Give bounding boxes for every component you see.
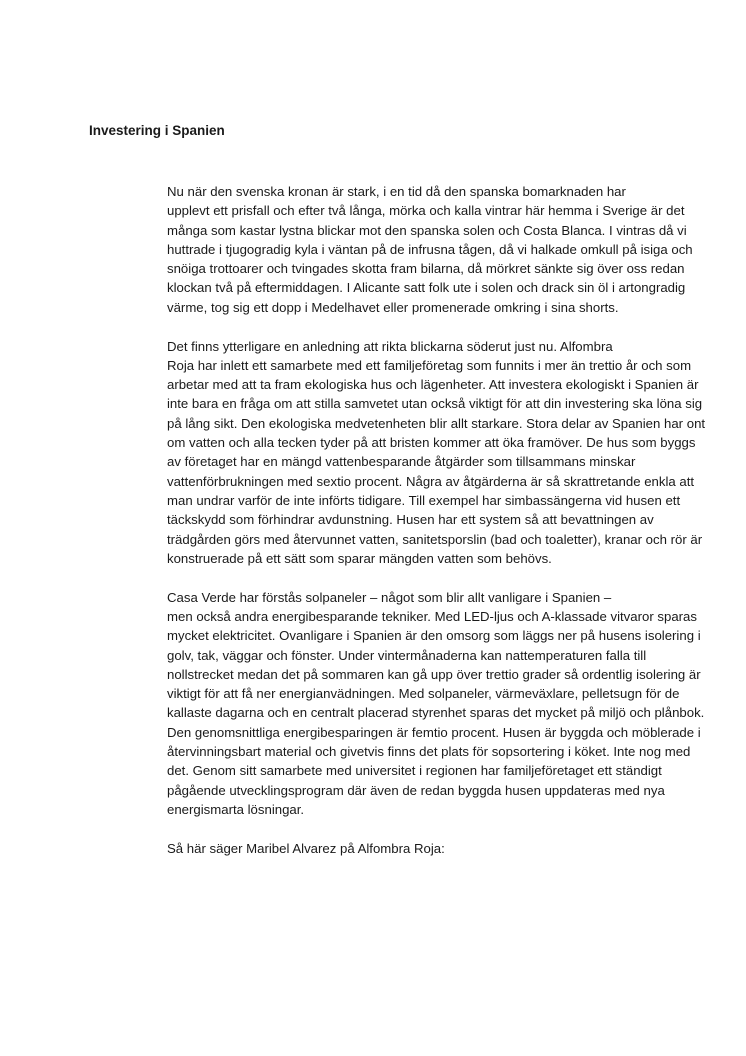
text-line: det. Genom sitt samarbete med universitet i regionen har familjeföretaget ett ständigt [167,763,662,779]
text-line: golv, tak, väggar och fönster. Under vintermånaderna kan nattemperaturen falla till [167,647,647,663]
text-line: Den genomsnittliga energibesparingen är femtio procent. Husen är byggda och möblerade i [167,724,701,740]
text-line: om vatten och alla tecken tyder på att bristen kommer att öka framöver. De hus som byggs [167,435,696,451]
text-line: Roja har inlett ett samarbete med ett familjeföretag som funnits i mer än trettio år och som [167,357,692,373]
text-line: klockan två på eftermiddagen. I Alicante satt folk ute i solen och drack sin öl i artongradig [167,280,686,296]
paragraph-1 [89,182,693,317]
text-line: många som kastar lystna blickar mot den spanska solen och Costa Blanca. I vintras då vi [167,222,687,238]
text-line: värme, tog sig ett dopp i Medelhavet eller promenerade omkring i sina shorts. [167,299,619,315]
document-body [89,182,706,878]
text-line: täckskydd som förhindrar avdunstning. Husen har ett system så att bevattningen av [167,512,654,528]
paragraph-4 [89,839,655,858]
text-line: nollstrecket medan det på sommaren kan gå upp över trettio grader så ordentlig isolering är [167,666,701,682]
document-title: Investering i Spanien [89,123,225,138]
text-line: av företaget har en mängd vattenbesparande åtgärder som tillsammans minskar [167,454,636,470]
text-line: upplevt ett prisfall och efter två långa, mörka och kalla vintrar här hemma i Sverige är det [167,203,685,219]
paragraph-3 [89,588,705,820]
text-line: Det finns ytterligare en anledning att rikta blickarna söderut just nu. Alfombra [167,338,613,354]
text-line: inte bara en fråga om att stilla samvetet utan också viktigt för att din investering ska löna sig [167,396,703,412]
text-line: snöiga trottoarer och tvingades skotta fram bilarna, då mörkret sänkte sig över oss redan [167,261,685,277]
text-line: kallaste dagarna och en centralt placerad styrenhet sparas det mycket på miljö och plånbok. [167,705,705,721]
text-line: återvinningsbart material och givetvis finns det plats för sopsortering i köket. Inte nog med [167,744,691,760]
text-line: på lång sikt. Den ekologiska medvetenheten blir allt starkare. Stora delar av Spanien har ont [167,415,706,431]
text-line: huttrade i tjugogradig kyla i väntan på de infrusna tågen, då vi halkade omkull på isiga och [167,241,693,257]
text-line: Casa Verde har förstås solpaneler – något som blir allt vanligare i Spanien – [167,589,612,605]
text-line: Så här säger Maribel Alvarez på Alfombra Roja: [167,840,445,856]
text-line: mycket elektricitet. Ovanligare i Spanien är den omsorg som läggs ner på husens isolering i [167,628,701,644]
text-line: Nu när den svenska kronan är stark, i en tid då den spanska bomarknaden har [167,184,626,199]
paragraph-2 [89,337,706,569]
text-line: arbetar med att ta fram ekologiska hus och lägenheter. Att investera ekologiskt i Spanien är [167,377,699,393]
text-line: pågående utvecklingsprogram där även de redan byggda husen uppdateras med nya [167,782,665,798]
text-line: viktigt för att få ner energianvädningen. Med solpaneler, värmeväxlare, pelletsugn för de [167,686,680,702]
text-line: trädgården görs med återvunnet vatten, sanitetsporslin (bad och toaletter), kranar och rör är [167,531,703,547]
text-line: man undrar varför de inte införts tidigare. Till exempel har simbassängerna vid husen ett [167,492,681,508]
text-line: men också andra energibesparande tekniker. Med LED-ljus och A-klassade vitvaror sparas [167,608,697,624]
text-line: vattenförbrukningen med sextio procent. Några av åtgärderna är så skrattretande enkla att [167,473,695,489]
text-line: energismarta lösningar. [167,801,305,817]
text-line: konstruerade på ett sätt som sparar mängden vatten som behövs. [167,550,552,566]
